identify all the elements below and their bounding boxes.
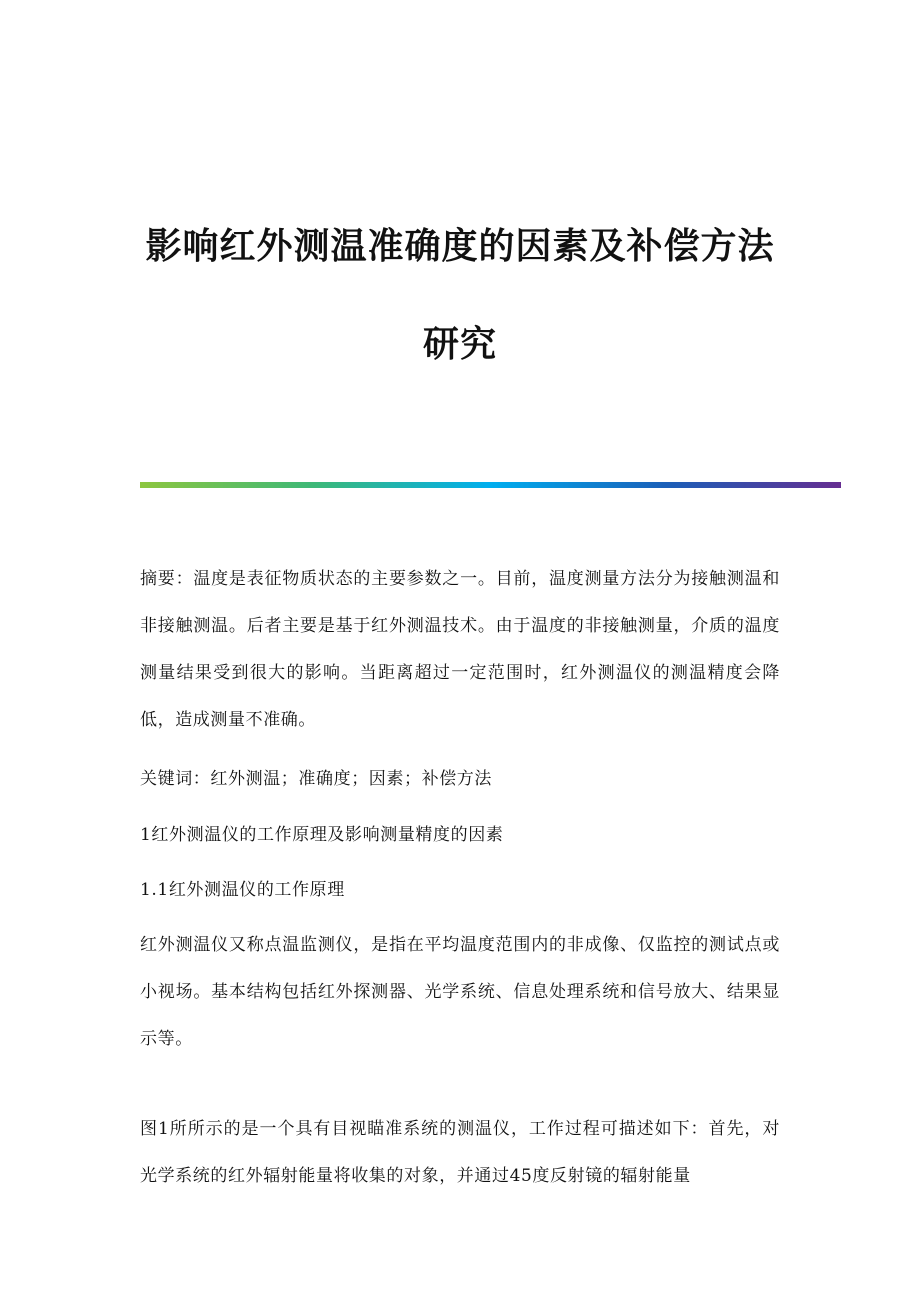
section-1-1-heading: 1.1红外测温仪的工作原理 <box>140 880 345 900</box>
abstract-paragraph: 摘要：温度是表征物质状态的主要参数之一。目前，温度测量方法分为接触测温和非接触测温。后者主要是基于红外测温技术。由于温度的非接触测量，介质的温度测量结果受到很大的影响。当距离超过一定范围时，红外测温仪的测温精度会降低，造成测量不准确。 <box>140 569 780 730</box>
document-title-line-2: 研究 <box>422 323 497 365</box>
section-1-heading: 1红外测温仪的工作原理及影响测量精度的因素 <box>140 825 504 845</box>
body-paragraph-2: 图1所所示的是一个具有目视瞄准系统的测温仪，工作过程可描述如下：首先，对光学系统的红外辐射能量将收集的对象，并通过45度反射镜的辐射能量 <box>140 1119 780 1186</box>
gradient-divider <box>140 482 841 488</box>
document-title-line-1: 影响红外测温准确度的因素及补偿方法 <box>145 225 775 267</box>
keywords-line: 关键词：红外测温；准确度；因素；补偿方法 <box>140 769 492 789</box>
body-paragraph-1: 红外测温仪又称点温监测仪，是指在平均温度范围内的非成像、仅监控的测试点或小视场。基本结构包括红外探测器、光学系统、信息处理系统和信号放大、结果显示等。 <box>140 935 780 1049</box>
